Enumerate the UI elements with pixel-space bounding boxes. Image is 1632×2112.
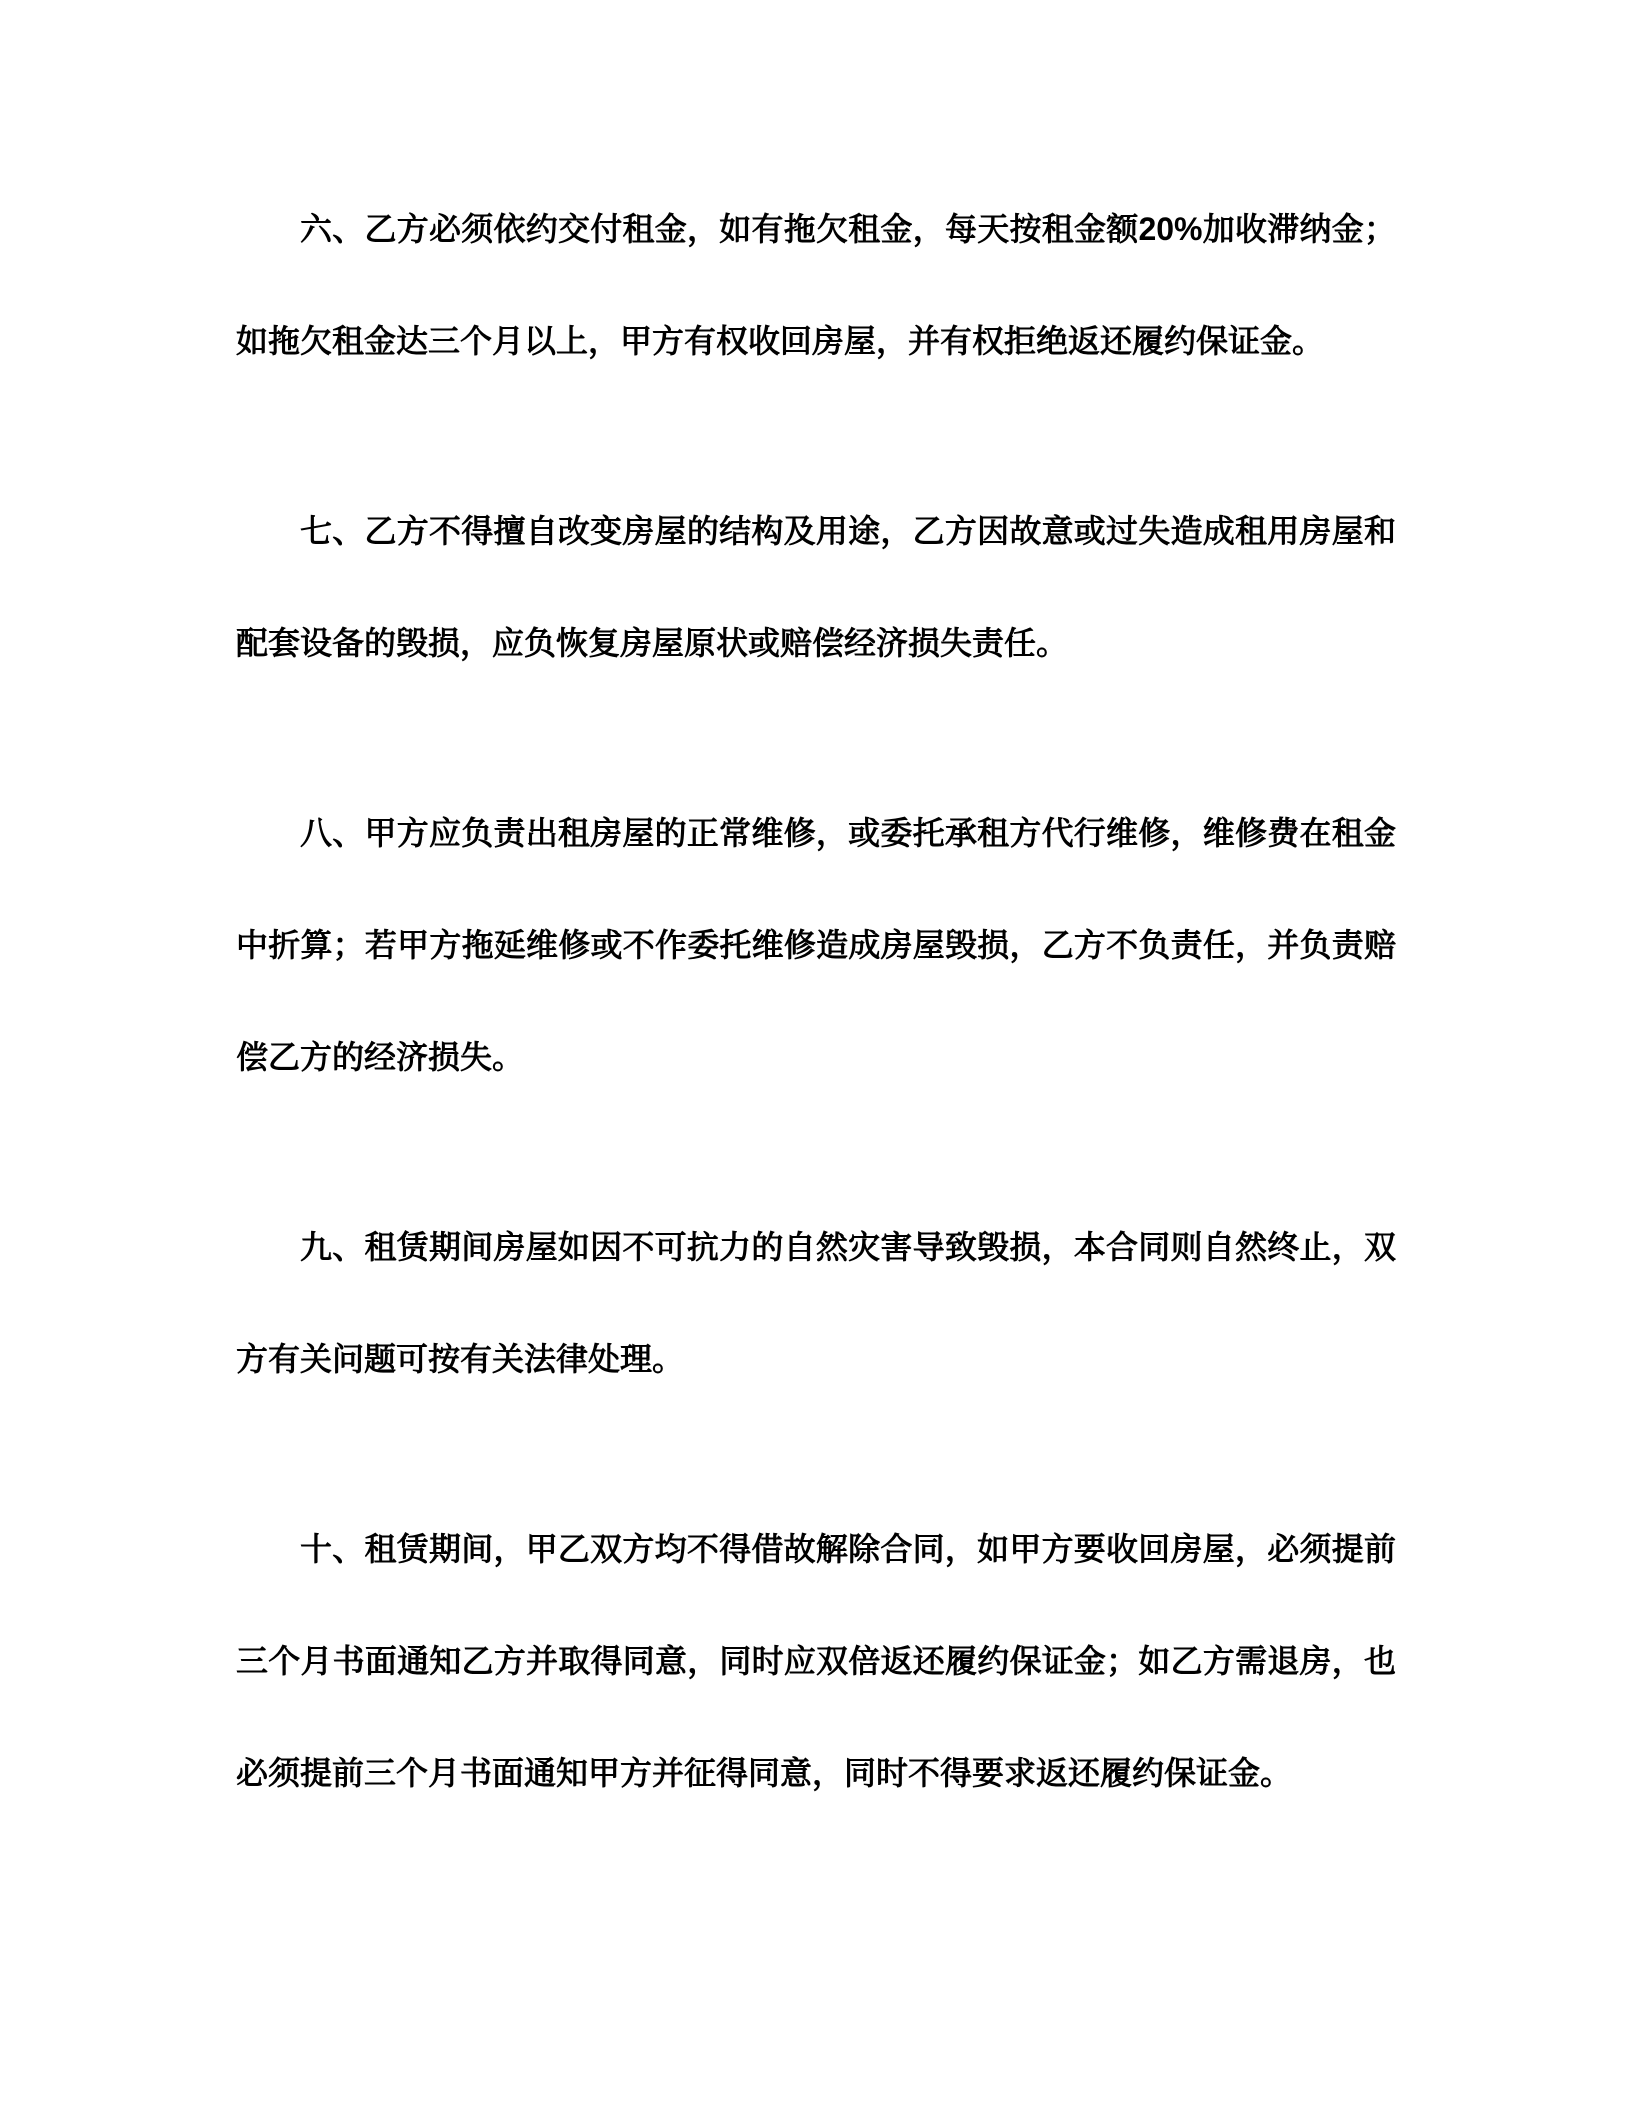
clause-six: 六、乙方必须依约交付租金，如有拖欠租金，每天按租金额20%加收滞纳金；如拖欠租金达三个月以上，甲方有权收回房屋，并有权拒绝返还履约保证金。	[236, 211, 1396, 359]
contract-text-block	[236, 173, 1396, 1829]
clause-ten: 十、租赁期间，甲乙双方均不得借故解除合同，如甲方要收回房屋，必须提前三个月书面通知乙方并取得同意，同时应双倍返还履约保证金；如乙方需退房，也必须提前三个月书面通知甲方并征得同意，同时不得要求返还履约保证金。	[236, 1531, 1396, 1791]
clause-seven: 七、乙方不得擅自改变房屋的结构及用途，乙方因故意或过失造成租用房屋和配套设备的毁损，应负恢复房屋原状或赔偿经济损失责任。	[236, 513, 1396, 661]
clause-eight: 八、甲方应负责出租房屋的正常维修，或委托承租方代行维修，维修费在租金中折算；若甲方拖延维修或不作委托维修造成房屋毁损，乙方不负责任，并负责赔偿乙方的经济损失。	[236, 815, 1396, 1075]
clause-nine: 九、租赁期间房屋如因不可抗力的自然灾害导致毁损，本合同则自然终止，双方有关问题可按有关法律处理。	[236, 1229, 1396, 1377]
